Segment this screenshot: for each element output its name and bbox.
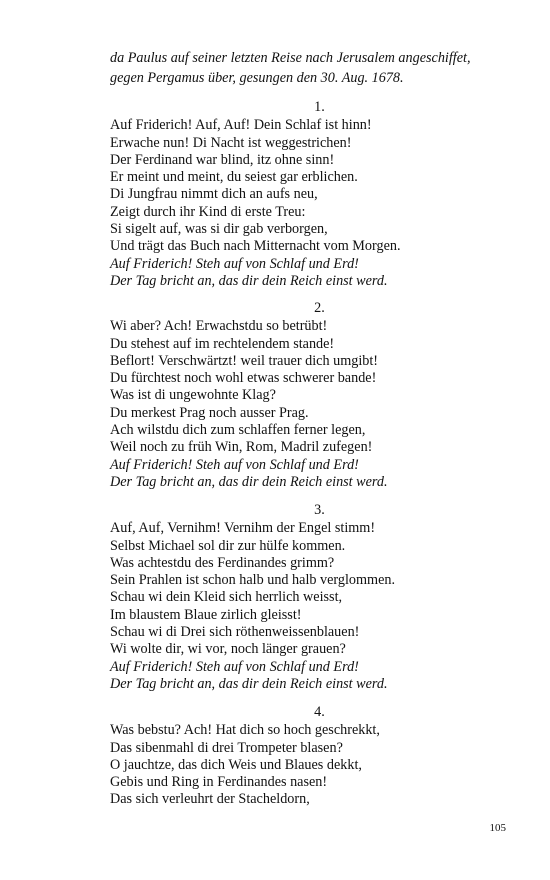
refrain-line: Auf Friderich! Steh auf von Schlaf und Erd! <box>110 456 359 473</box>
stanza-1 <box>110 99 507 290</box>
refrain-line: Der Tag bricht an, das dir dein Reich einst werd. <box>110 675 388 692</box>
verse-line: Gebis und Ring in Ferdinandes nasen! <box>110 774 328 791</box>
intro-line: da Paulus auf seiner letzten Reise nach Jerusalem angeschiffet, <box>110 50 471 66</box>
verse-line: Und trägt das Buch nach Mitternacht vom Morgen. <box>110 238 401 255</box>
verse-line: O jauchtze, das dich Weis und Blaues dekkt, <box>110 756 362 773</box>
verse-line: Was achtestdu des Ferdinandes grimm? <box>110 554 335 571</box>
verse-line: Si sigelt auf, was si dir gab verborgen, <box>110 221 328 238</box>
verse-line: Du merkest Prag noch ausser Prag. <box>110 404 309 421</box>
intro-text <box>110 49 507 88</box>
verse-line: Wi wolte dir, wi vor, noch länger grauen? <box>110 641 346 658</box>
refrain-line: Auf Friderich! Steh auf von Schlaf und Erd! <box>110 658 359 675</box>
verse-line: Das sich verleuhrt der Stacheldorn, <box>110 791 310 808</box>
verse-line: Wi aber? Ach! Erwachstdu so betrübt! <box>110 318 328 335</box>
verse-line: Du fürchtest noch wohl etwas schwerer bande! <box>110 370 377 387</box>
verse-line: Zeigt durch ihr Kind di erste Treu: <box>110 203 306 220</box>
stanza-4 <box>110 704 507 809</box>
page-number: 105 <box>489 822 506 834</box>
verse-line: Der Ferdinand war blind, itz ohne sinn! <box>110 151 335 168</box>
stanza-number: 1. <box>314 99 325 115</box>
verse-line: Auf, Auf, Vernihm! Vernihm der Engel stimm! <box>110 520 376 537</box>
verse-line: Was ist di ungewohnte Klag? <box>110 387 276 404</box>
verse-line: Erwache nun! Di Nacht ist weggestrichen! <box>110 134 352 151</box>
verse-line: Weil noch zu früh Win, Rom, Madril zufegen! <box>110 439 373 456</box>
stanza-number: 3. <box>314 502 325 518</box>
stanza-number: 2. <box>314 300 325 316</box>
verse-line: Du stehest auf im rechtelendem stande! <box>110 335 335 352</box>
refrain-line: Der Tag bricht an, das dir dein Reich einst werd. <box>110 272 388 289</box>
verse-line: Er meint und meint, du seiest gar erblichen. <box>110 169 358 186</box>
intro-line: gegen Pergamus über, gesungen den 30. Aug. 1678. <box>110 69 404 86</box>
refrain-line: Der Tag bricht an, das dir dein Reich einst werd. <box>110 473 388 490</box>
stanza-2 <box>110 300 507 491</box>
verse-line: Sein Prahlen ist schon halb und halb verglommen. <box>110 572 396 589</box>
verse-line: Di Jungfrau nimmt dich an aufs neu, <box>110 186 318 203</box>
stanza-number: 4. <box>314 704 325 720</box>
verse-line: Schau wi dein Kleid sich herrlich weisst, <box>110 589 343 606</box>
verse-line: Das sibenmahl di drei Trompeter blasen? <box>110 739 343 756</box>
verse-line: Ach wilstdu dich zum schlaffen ferner legen, <box>110 422 366 439</box>
verse-line: Auf Friderich! Auf, Auf! Dein Schlaf ist hinn! <box>110 117 372 134</box>
verse-line: Selbst Michael sol dir zur hülfe kommen. <box>110 537 346 554</box>
verse-line: Was bebstu? Ach! Hat dich so hoch geschrekkt, <box>110 722 380 739</box>
verse-line: Beflort! Verschwärtzt! weil trauer dich umgibt! <box>110 352 379 369</box>
verse-line: Schau wi di Drei sich röthenweissenblauen! <box>110 624 360 641</box>
stanza-3 <box>110 502 507 693</box>
refrain-line: Auf Friderich! Steh auf von Schlaf und Erd! <box>110 255 359 272</box>
verse-line: Im blaustem Blaue zirlich gleisst! <box>110 606 302 623</box>
